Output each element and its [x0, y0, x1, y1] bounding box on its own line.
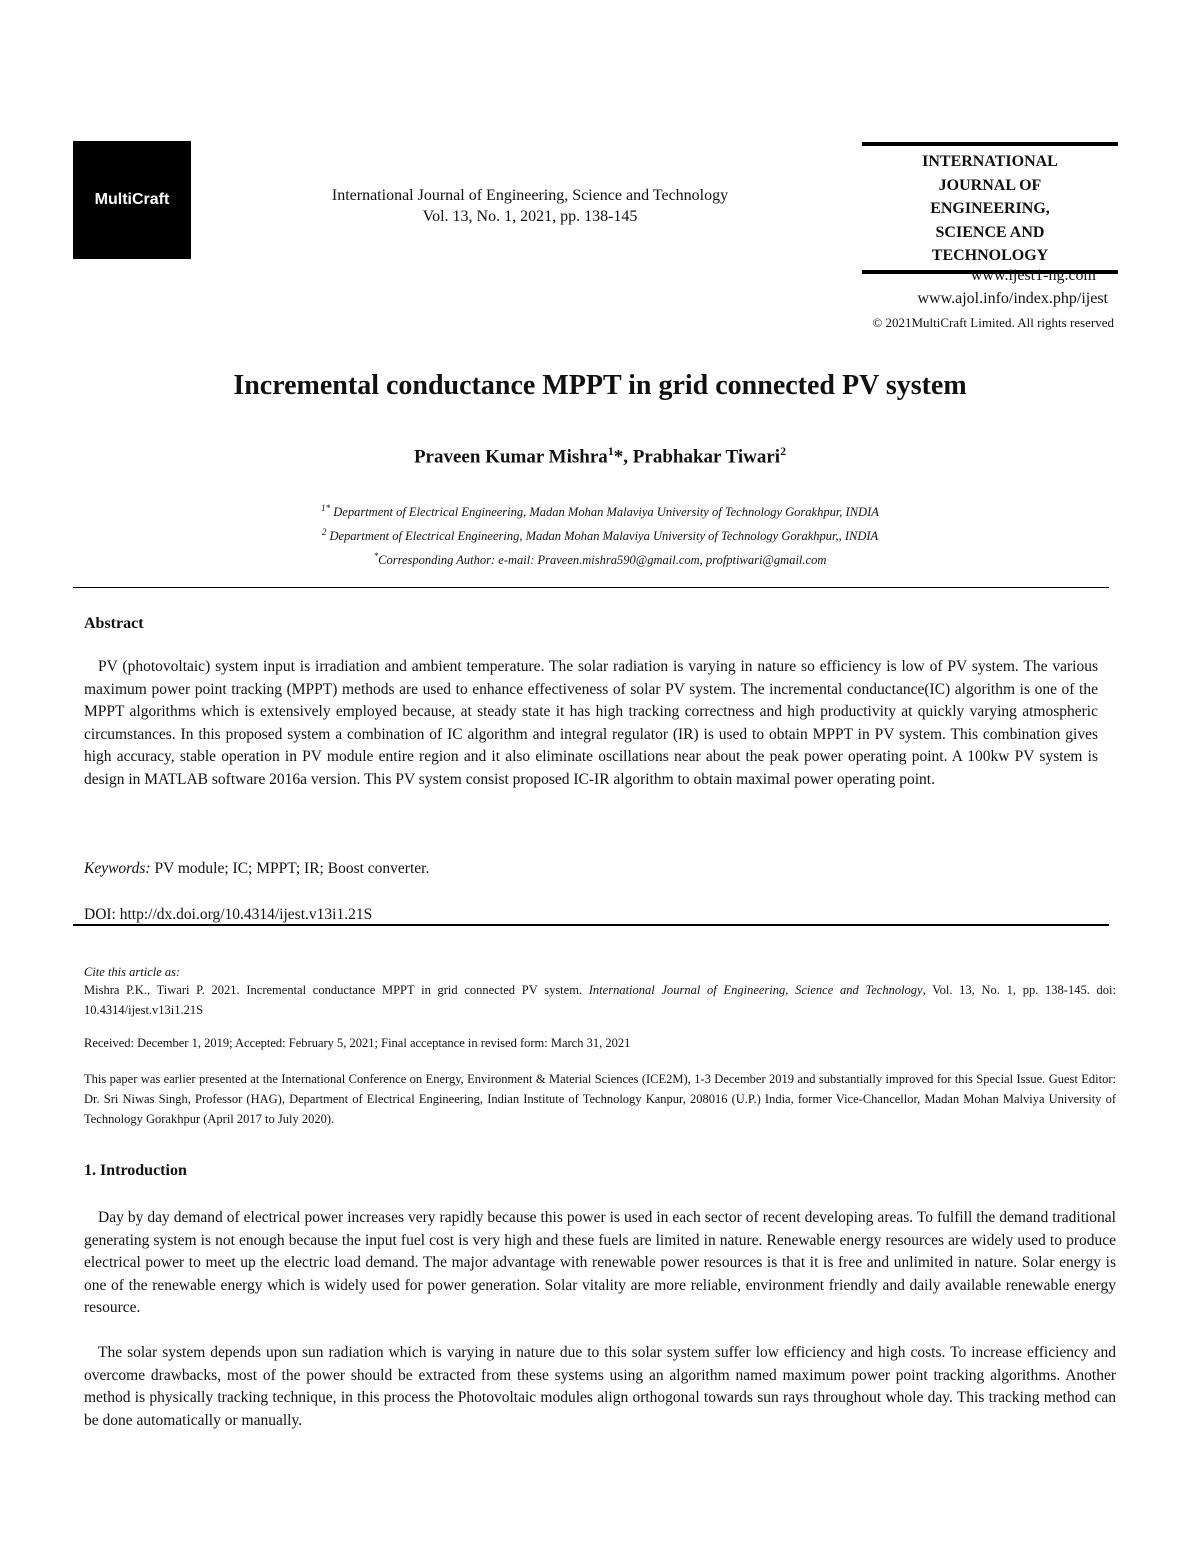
- affiliation-mark: 2: [780, 444, 787, 458]
- corresponding-author: *Corresponding Author: e-mail: Praveen.mishra590@gmail.com, profptiwari@gmail.com: [373, 551, 827, 568]
- abstract-heading: Abstract: [84, 615, 144, 632]
- introduction-heading: 1. Introduction: [84, 1162, 187, 1179]
- affiliation-mark: 1*: [321, 503, 331, 513]
- keywords-list: PV module; IC; MPPT; IR; Boost converter.: [150, 860, 430, 877]
- author-list: [100, 444, 1100, 468]
- citation-journal: International Journal of Engineering, Science and Technology: [588, 983, 923, 997]
- citation-text: Mishra P.K., Tiwari P. 2021. Incremental conductance MPPT in grid connected PV system. International Journal of Engineering, Science and Technology, Vol. 13, No. 1, pp. 138-145. doi: 10.4314/ijest.v13i1.21S: [84, 983, 1116, 1017]
- logo-text: MultiCraft: [94, 191, 170, 208]
- affiliation-line: $^{1*}$ Department of Electrical Engineering, Madan Mohan Malaviya University of Technology Gorakhpur, INDIA: [321, 503, 879, 520]
- journal-title-line: ENGINEERING,: [930, 200, 1050, 217]
- affiliation-line: $^2$ Department of Electrical Engineering, Madan Mohan Malaviya University of Technology Gorakhpur,, INDIA: [321, 527, 879, 544]
- introduction-paragraph: Day by day demand of electrical power increases very rapidly because this power is used in each sector of recent developing areas. To fulfill the demand traditional generating system is not enough because the input fuel cost is very high and these fuels are limited in nature. Renewable energy resources are widely used to produce electrical power to meet up the electric load demand. The major advantage with renewable power resources is that it is free and unlimited in nature. Solar energy is one of the renewable energy which is widely used for power generation. Solar vitality are more reliable, environment friendly and daily available renewable energy resource.: [84, 1209, 1116, 1316]
- journal-title-line: INTERNATIONAL: [922, 153, 1058, 170]
- copyright-notice: © 2021MultiCraft Limited. All rights reserved: [872, 315, 1114, 330]
- keywords: [84, 858, 1098, 881]
- cite-label: Cite this article as:: [84, 965, 181, 979]
- website-link-1[interactable]: www.ijest1-ng.com: [970, 267, 1096, 284]
- doi-link[interactable]: DOI: http://dx.doi.org/10.4314/ijest.v13i1.21S: [84, 906, 373, 923]
- journal-title-box: [862, 142, 1118, 274]
- divider: [73, 587, 1109, 588]
- received-dates: Received: December 1, 2019; Accepted: February 5, 2021; Final acceptance in revised form: March 31, 2021: [84, 1036, 631, 1050]
- introduction-paragraph: The solar system depends upon sun radiation which is varying in nature due to this solar system suffer low efficiency and high costs. To increase efficiency and overcome drawbacks, most of the power should be extracted from these systems using an algorithm named maximum power point tracking algorithms. Another method is physically tracking technique, in this process the Photovoltaic modules align orthogonal towards sun rays throughout whole day. This tracking method can be done automatically or manually.: [84, 1344, 1116, 1429]
- journal-title-line: TECHNOLOGY: [931, 247, 1049, 264]
- website-link-2[interactable]: www.ajol.info/index.php/ijest: [917, 290, 1108, 307]
- paper-title: Incremental conductance MPPT in grid connected PV system: [233, 370, 967, 401]
- author-name: Prabhakar Tiwari: [632, 446, 781, 468]
- abstract-text: PV (photovoltaic) system input is irradiation and ambient temperature. The solar radiation is varying in nature so efficiency is low of PV system. The various maximum power point tracking (MPPT) methods are used to enhance effectiveness of solar PV system. The incremental conductance(IC) algorithm is one of the MPPT algorithms which is extensively employed because, at steady state it has high tracking correctness and high productivity at quickly varying atmospheric circumstances. In this proposed system a combination of IC algorithm and integral regulator (IR) is used to obtain MPPT in PV system. This combination gives high accuracy, stable operation in PV module entire region and it also eliminate oscillations near about the peak power operating point. A 100kw PV system is design in MATLAB software 2016a version. This PV system consist proposed IC-IR algorithm to obtain maximal power operating point.: [84, 658, 1098, 788]
- keywords-label: Keywords:: [84, 860, 151, 877]
- journal-title: [862, 146, 1118, 270]
- conference-note: This paper was earlier presented at the International Conference on Energy, Environment & Material Sciences (ICE2M), 1-3 December 2019 and substantially improved for this Special Issue. Guest Editor: Dr. Sri Niwas Singh, Professor (HAG), Department of Electrical Engineering, Indian Institute of Technology Kanpur, 208016 (U.P.) India, former Vice-Chancellor, Madan Mohan Malviya University of Technology Gorakhpur (April 2017 to July 2020).: [84, 1072, 1116, 1126]
- affiliation-mark: 1: [607, 444, 614, 458]
- affiliation-mark: *: [373, 551, 379, 562]
- volume-info: Vol. 13, No. 1, 2021, pp. 138-145: [422, 208, 638, 225]
- journal-title-line: JOURNAL OF: [938, 176, 1042, 194]
- affiliation-mark: 2: [321, 527, 327, 538]
- author-name: Praveen Kumar Mishra: [413, 446, 608, 468]
- journal-name: International Journal of Engineering, Science and Technology: [331, 187, 729, 204]
- multicraft-logo: [73, 141, 191, 259]
- corresponding-mark: *,: [613, 446, 633, 468]
- journal-links: [862, 264, 1118, 334]
- divider: [73, 924, 1109, 926]
- journal-citation-header: [270, 185, 790, 227]
- affiliations: [100, 498, 1100, 570]
- journal-title-line: SCIENCE AND: [935, 223, 1045, 241]
